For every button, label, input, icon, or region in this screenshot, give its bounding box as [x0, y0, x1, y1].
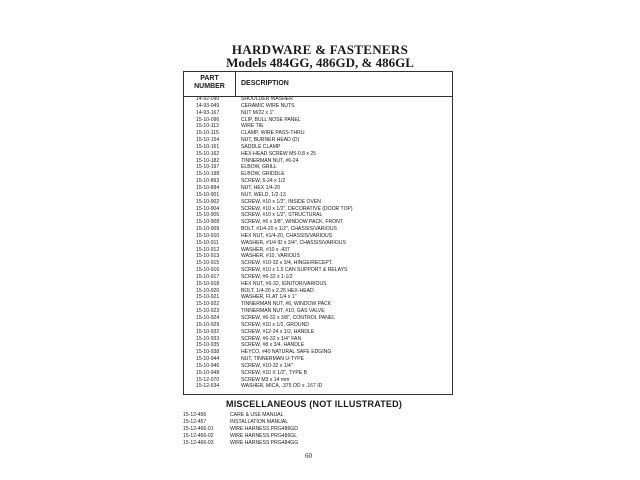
part-number: 14-93-167	[196, 109, 220, 116]
table-row	[184, 322, 452, 329]
part-number: 15-10-923	[196, 308, 220, 315]
table-row	[184, 164, 452, 171]
table-row	[184, 212, 452, 219]
misc-part-number: 15-12-466-03	[183, 439, 214, 446]
header-divider	[235, 72, 236, 96]
misc-description: WIRE HARNESS PRG486GL	[230, 432, 298, 439]
part-number: 15-10-894	[196, 184, 220, 191]
part-description: TINNERMAN NUT, #6-24	[241, 157, 299, 164]
table-row	[184, 377, 452, 384]
list-item	[183, 419, 443, 426]
misc-description: WIRE HARNESS PRG484GG	[230, 439, 299, 446]
part-description: CERAMIC WIRE NUTS	[241, 102, 295, 109]
part-number: 15-10-154	[196, 137, 220, 144]
table-row	[184, 117, 452, 124]
table-row	[184, 137, 452, 144]
table-row	[184, 274, 452, 281]
column-header-description: DESCRIPTION	[241, 80, 289, 87]
table-row	[184, 185, 452, 192]
table-row	[184, 226, 452, 233]
part-number: 15-10-162	[196, 150, 220, 157]
part-number: 15-10-944	[196, 356, 220, 363]
part-number: 15-10-918	[196, 280, 220, 287]
part-number: 15-10-198	[196, 171, 220, 178]
table-row	[184, 144, 452, 151]
part-description: SCREW, #10 x 1/2", DECORATIVE (DOOR TOP)	[241, 205, 353, 212]
misc-list	[183, 412, 443, 446]
part-number: 15-10-908	[196, 219, 220, 226]
table-row	[184, 308, 452, 315]
table-row	[184, 288, 452, 295]
part-number: 15-10-115	[196, 130, 219, 137]
part-number: 15-10-935	[196, 342, 220, 349]
part-description: HEX-HEAD SCREW M5-0.8 x 25	[241, 150, 317, 157]
part-description: NUT, HEX 1/4-20	[241, 184, 281, 191]
part-description: CLIP, BULL NOSE PANEL	[241, 116, 301, 123]
table-row	[184, 349, 452, 356]
table-row	[184, 151, 452, 158]
part-description: BOLT, #1/4-20 x 1/2", CHASSIS/VARIOUS	[241, 226, 337, 233]
part-description: SCREW, #12-24 x 1/2, HANDLE	[241, 328, 315, 335]
part-number: 15-10-915	[196, 260, 220, 267]
part-number: 15-12-070	[196, 376, 220, 383]
table-row	[184, 363, 452, 370]
part-number: 15-10-929	[196, 321, 220, 328]
part-number: 15-10-933	[196, 335, 220, 342]
table-row	[184, 294, 452, 301]
part-description: HEX NUT, #6-32, IGNITOR/VARIOUS	[241, 280, 327, 287]
part-number: 14-92-090	[196, 96, 220, 102]
table-row	[184, 253, 452, 260]
part-description: SCREW, #10-32 x 3/4, HINGE/RECEPT.	[241, 260, 333, 267]
part-description: ELBOW, GRILL	[241, 164, 277, 171]
page-title: HARDWARE & FASTENERS	[231, 42, 409, 57]
list-item	[183, 433, 443, 440]
part-number: 15-10-921	[196, 294, 220, 301]
part-description: HEX NUT, #1/4-20, CHASSIS/VARIOUS	[241, 232, 333, 239]
table-row	[184, 233, 452, 240]
part-description: SCREW, #10 x 1.5 CAN SUPPORT & RELAYS	[241, 267, 348, 274]
table-row	[184, 110, 452, 117]
part-description: HEYCO, #40 NATURAL SAFE EDGING	[241, 349, 332, 356]
part-description: BOLT, 1/4-20 x 2.25 HEX-HEAD	[241, 287, 314, 294]
page-subtitle: Models 484GG, 486GD, & 486GL	[226, 55, 414, 70]
table-row	[184, 383, 452, 390]
part-description: WASHER, FLAT 1/4 x 1"	[241, 294, 297, 301]
part-description: SCREW, #6 x 3/8", WINDOW PACK, FRONT	[241, 219, 343, 226]
part-description: WASHER, #10, VARIOUS	[241, 253, 300, 260]
table-row	[184, 158, 452, 165]
part-description: WASHER, MICA, .375 OD x .167 ID	[241, 383, 323, 390]
part-description: SCREW, #10 x 1/2", STRUCTURAL	[241, 212, 323, 219]
table-row	[184, 171, 452, 178]
parts-table	[183, 71, 453, 395]
part-description: SADDLE CLAMP	[241, 143, 281, 150]
part-number: 15-10-917	[196, 273, 220, 280]
part-description: NUT, TINNERMAN U-TYPE	[241, 356, 305, 363]
part-description: SCREW, #6-32 x 1-1/2	[241, 273, 293, 280]
part-description: SCREW, #10 X 1/2", TYPE B	[241, 369, 307, 376]
table-row	[184, 192, 452, 199]
table-row	[184, 281, 452, 288]
part-description: TINNERMAN NUT, #10, GAS VALVE	[241, 308, 325, 315]
part-number: 15-10-948	[196, 369, 220, 376]
table-row	[184, 342, 452, 349]
part-number: 15-10-922	[196, 301, 220, 308]
column-header-part-number: PART NUMBER	[194, 75, 225, 90]
misc-part-number: 15-12-466-01	[183, 425, 214, 432]
part-number: 15-10-096	[196, 116, 220, 123]
part-description: SCREW, #6-32 x 3/8", CONTROL PANEL	[241, 315, 336, 321]
part-number: 15-10-932	[196, 328, 220, 335]
table-row	[184, 123, 452, 130]
list-item	[183, 440, 443, 447]
part-number: 15-10-902	[196, 198, 220, 205]
misc-part-number: 15-12-466-02	[183, 432, 214, 439]
table-row	[184, 260, 452, 267]
part-description: SCREW, #8 x 3/4, HANDLE	[241, 342, 305, 349]
part-description: ELBOW, GRIDDLE	[241, 171, 285, 178]
table-row	[184, 199, 452, 206]
part-description: CLAMP, WIRE PASS-THRU	[241, 130, 305, 137]
table-row	[184, 356, 452, 363]
part-number: 15-10-197	[196, 164, 220, 171]
part-number: 15-10-911	[196, 239, 219, 246]
misc-description: WIRE HARNESS PRG486GD	[230, 425, 298, 432]
part-description: SCREW, #10-32 x 1/4"	[241, 362, 293, 369]
part-description: NUT M/22 x 1"	[241, 109, 275, 116]
page-number: 60	[305, 452, 312, 460]
part-number: 14-93-049	[196, 102, 220, 109]
table-row	[184, 247, 452, 254]
part-number: 15-10-924	[196, 315, 220, 321]
table-row	[184, 178, 452, 185]
part-description: SHOULDER WASHER	[241, 96, 293, 102]
part-description: SCREW, #10 x 1/2", INSIDE OVEN	[241, 198, 321, 205]
part-number: 15-10-920	[196, 287, 220, 294]
table-row	[184, 329, 452, 336]
table-body	[184, 96, 452, 390]
part-description: WIRE TIE	[241, 123, 264, 130]
part-description: SCREW, #6-32 x 1/4" FAN	[241, 335, 302, 342]
part-number: 15-10-901	[196, 191, 220, 198]
table-row	[184, 206, 452, 213]
part-description: WASHER, #10 x .437	[241, 246, 290, 253]
misc-part-number: 15-12-457	[183, 418, 207, 425]
table-row	[184, 336, 452, 343]
part-number: 15-10-905	[196, 212, 220, 219]
list-item	[183, 412, 443, 419]
table-row	[184, 370, 452, 377]
part-description: NUT, WELD, 1/2-13	[241, 191, 286, 198]
misc-heading: MISCELLANEOUS (NOT ILLUSTRATED)	[226, 399, 403, 409]
part-number: 15-10-910	[196, 232, 220, 239]
misc-description: CARE & USE MANUAL	[230, 412, 284, 418]
list-item	[183, 426, 443, 433]
part-number: 15-10-946	[196, 362, 220, 369]
table-row	[184, 315, 452, 322]
misc-description: INSTALLATION MANUAL	[230, 418, 289, 425]
part-description: SCREW M3 x 14 mm	[241, 376, 290, 383]
table-row	[184, 240, 452, 247]
part-number: 15-10-913	[196, 253, 220, 260]
table-header	[184, 72, 452, 97]
part-number: 15-10-161	[196, 143, 220, 150]
table-row	[184, 96, 452, 103]
table-row	[184, 267, 452, 274]
part-description: NUT, BURNER HEAD (D)	[241, 137, 300, 144]
part-description: SCREW, 6-24 x 1/2	[241, 178, 286, 185]
misc-part-number: 15-12-456	[183, 412, 207, 418]
part-number: 15-10-912	[196, 246, 220, 253]
part-number: 15-10-113	[196, 123, 219, 130]
part-number: 15-10-916	[196, 267, 220, 274]
part-number: 15-10-938	[196, 349, 220, 356]
table-row	[184, 130, 452, 137]
part-description: WASHER, #1/4 ID x 3/4", CHASSIS/VARIOUS	[241, 239, 346, 246]
part-description: TINNERMAN NUT, #6, WINDOW PACK	[241, 301, 332, 308]
part-number: 15-10-909	[196, 226, 220, 233]
table-row	[184, 301, 452, 308]
table-row	[184, 103, 452, 110]
part-number: 15-10-182	[196, 157, 220, 164]
table-row	[184, 219, 452, 226]
part-number: 15-10-904	[196, 205, 220, 212]
part-number: 15-10-893	[196, 178, 220, 185]
part-description: SCREW, #10 x 1/2, GROUND	[241, 321, 309, 328]
part-number: 15-12-634	[196, 383, 220, 390]
